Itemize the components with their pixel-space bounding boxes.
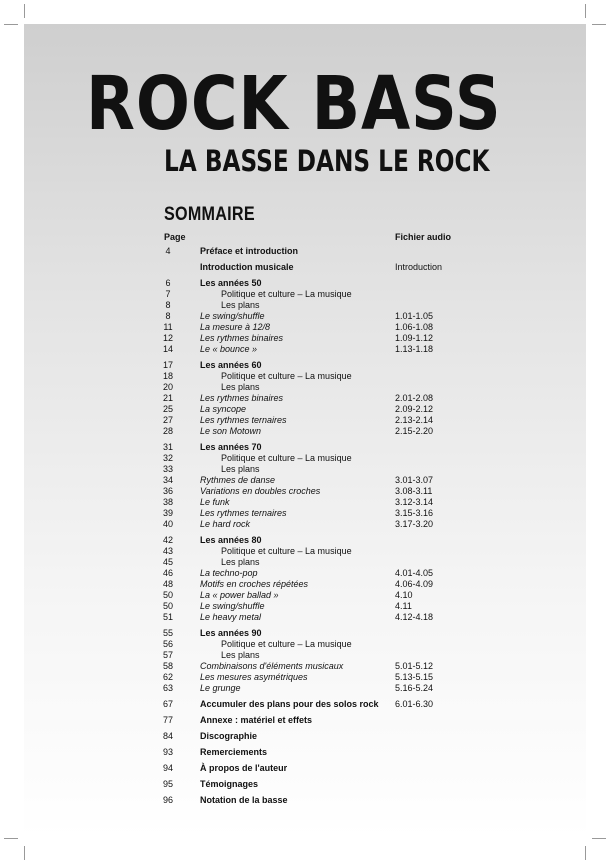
toc-page-number: 7 [165, 289, 171, 299]
toc-row [24, 612, 586, 623]
toc-audio-file: 5.01-5.12 [395, 661, 434, 671]
toc-row [24, 333, 586, 344]
toc-row [24, 426, 586, 437]
toc-row [24, 404, 586, 415]
crop-mark [24, 846, 25, 860]
toc-audio-file: 2.15-2.20 [395, 426, 434, 436]
toc-page-number: 93 [162, 747, 173, 757]
toc-row [24, 300, 586, 311]
toc-entry-title: Le swing/shuffle [200, 601, 265, 611]
toc-entry-title: Le swing/shuffle [200, 311, 265, 321]
toc-page-number: 11 [163, 322, 173, 332]
toc-entry-title: Introduction musicale [200, 262, 294, 272]
toc-row [24, 747, 586, 758]
toc-page-number: 31 [162, 442, 173, 452]
toc-entry-title: La « power ballad » [200, 590, 279, 600]
toc-audio-file: 3.01-3.07 [395, 475, 434, 485]
toc-audio-file: 3.08-3.11 [395, 486, 433, 496]
toc-page-number: 77 [162, 715, 173, 725]
crop-mark [592, 24, 606, 25]
crop-mark [585, 4, 586, 18]
toc-entry-title: La syncope [200, 404, 247, 414]
toc-audio-file: 5.16-5.24 [395, 683, 434, 693]
toc-entry-title: Les années 60 [200, 360, 262, 370]
toc-row [24, 393, 586, 404]
toc-entry-title: Le funk [200, 497, 230, 507]
toc-entry-title: Le « bounce » [200, 344, 258, 354]
toc-row [24, 519, 586, 530]
toc-page-number: 18 [162, 371, 173, 381]
toc-entry-title: Combinaisons d'éléments musicaux [200, 661, 344, 671]
toc-entry-title: Politique et culture – La musique [221, 546, 352, 556]
toc-page-number: 8 [165, 311, 171, 321]
toc-entry-title: La mesure à 12/8 [200, 322, 271, 332]
toc-row [24, 464, 586, 475]
toc-row [24, 661, 586, 672]
toc-entry-title: Accumuler des plans pour des solos rock [200, 699, 379, 709]
crop-mark [585, 846, 586, 860]
toc-entry-title: Discographie [200, 731, 258, 741]
toc-page-number: 94 [162, 763, 173, 773]
toc-page-number: 21 [162, 393, 173, 403]
toc-audio-file: 2.09-2.12 [395, 404, 434, 414]
toc-page-number: 39 [162, 508, 173, 518]
toc-audio-file: 6.01-6.30 [395, 699, 434, 709]
toc-row [24, 795, 586, 806]
toc-page-number: 67 [162, 699, 173, 709]
toc-entry-title: Les années 50 [200, 278, 262, 288]
toc-row [24, 497, 586, 508]
toc-page-number: 40 [162, 519, 173, 529]
toc-audio-file: 1.06-1.08 [395, 322, 434, 332]
toc-row [24, 486, 586, 497]
toc-row [24, 382, 586, 393]
document-page [24, 24, 586, 839]
toc-audio-file: 1.01-1.05 [395, 311, 434, 321]
toc-entry-title: Les rythmes ternaires [200, 415, 287, 425]
toc-audio-file: 3.17-3.20 [395, 519, 434, 529]
toc-entry-title: Remerciements [200, 747, 268, 757]
toc-row [24, 763, 586, 774]
toc-entry-title: Politique et culture – La musique [221, 289, 352, 299]
toc-page-number: 20 [162, 382, 173, 392]
toc-entry-title: Politique et culture – La musique [221, 371, 352, 381]
toc-row [24, 246, 586, 257]
toc-page-number: 42 [162, 535, 173, 545]
crop-mark [4, 24, 18, 25]
toc-audio-file: 5.13-5.15 [395, 672, 434, 682]
toc-entry-title: Motifs en croches répétées [200, 579, 309, 589]
toc-row [24, 442, 586, 453]
toc-entry-title: La techno-pop [200, 568, 258, 578]
toc-entry-title: Les plans [221, 300, 260, 310]
toc-row [24, 731, 586, 742]
toc-page-number: 12 [162, 333, 173, 343]
toc-page-number: 38 [162, 497, 173, 507]
toc-audio-file: 1.09-1.12 [395, 333, 434, 343]
toc-audio-file: 4.06-4.09 [395, 579, 434, 589]
toc-entry-title: Rythmes de danse [200, 475, 276, 485]
toc-row [24, 628, 586, 639]
book-subtitle: LA BASSE DANS LE ROCK [164, 144, 490, 178]
toc-row [24, 415, 586, 426]
toc-row [24, 344, 586, 355]
toc-row [24, 262, 586, 273]
toc-page-number: 25 [162, 404, 173, 414]
toc-page-number: 50 [162, 590, 173, 600]
toc-page-number: 34 [162, 475, 173, 485]
toc-entry-title: Annexe : matériel et effets [200, 715, 313, 725]
toc-entry-title: Le grunge [200, 683, 241, 693]
toc-page-number: 28 [162, 426, 173, 436]
toc-entry-title: Les plans [221, 464, 260, 474]
toc-row [24, 715, 586, 726]
toc-page-number: 45 [162, 557, 173, 567]
toc-page-number: 58 [162, 661, 173, 671]
crop-mark [592, 838, 606, 839]
crop-mark [24, 4, 25, 18]
toc-row [24, 289, 586, 300]
crop-mark [4, 838, 18, 839]
toc-entry-title: Les plans [221, 650, 260, 660]
toc-row [24, 568, 586, 579]
toc-row [24, 546, 586, 557]
toc-audio-file: 4.12-4.18 [395, 612, 434, 622]
toc-entry-title: Les années 70 [200, 442, 262, 452]
toc-entry-title: Notation de la basse [200, 795, 288, 805]
toc-row [24, 650, 586, 661]
toc-audio-file: 2.01-2.08 [395, 393, 434, 403]
toc-page-number: 4 [165, 246, 171, 256]
toc-page-number: 33 [162, 464, 173, 474]
toc-entry-title: À propos de l'auteur [200, 763, 288, 773]
toc-page-number: 51 [162, 612, 173, 622]
book-title: ROCK BASS [86, 61, 502, 147]
toc-row [24, 590, 586, 601]
toc-row [24, 699, 586, 710]
toc-entry-title: Variations en doubles croches [200, 486, 321, 496]
toc-row [24, 311, 586, 322]
toc-page-number: 95 [162, 779, 173, 789]
toc-entry-title: Témoignages [200, 779, 259, 789]
toc-entry-title: Les années 90 [200, 628, 262, 638]
toc-entry-title: Les rythmes ternaires [200, 508, 287, 518]
toc-row [24, 278, 586, 289]
toc-page-number: 14 [162, 344, 173, 354]
toc-page-number: 46 [162, 568, 173, 578]
table-of-contents [24, 24, 586, 839]
toc-page-number: 36 [162, 486, 173, 496]
toc-page-number: 8 [165, 300, 171, 310]
toc-audio-file: 2.13-2.14 [395, 415, 434, 425]
toc-row [24, 557, 586, 568]
toc-row [24, 360, 586, 371]
toc-audio-file: 4.11 [395, 601, 412, 611]
toc-row [24, 639, 586, 650]
toc-entry-title: Les rythmes binaires [200, 333, 284, 343]
toc-page-number: 55 [162, 628, 173, 638]
page-column-header: Page [164, 232, 186, 242]
toc-heading: SOMMAIRE [164, 204, 255, 225]
toc-page-number: 27 [162, 415, 173, 425]
toc-audio-file: Introduction [395, 262, 443, 272]
toc-page-number: 96 [162, 795, 173, 805]
toc-entry-title: Le son Motown [200, 426, 262, 436]
toc-row [24, 672, 586, 683]
toc-audio-file: 4.10 [395, 590, 413, 600]
toc-page-number: 63 [162, 683, 173, 693]
toc-audio-file: 3.12-3.14 [395, 497, 434, 507]
toc-row [24, 508, 586, 519]
toc-row [24, 601, 586, 612]
toc-page-number: 6 [165, 278, 171, 288]
toc-entry-title: Les plans [221, 557, 260, 567]
toc-audio-file: 3.15-3.16 [395, 508, 434, 518]
toc-entry-title: Préface et introduction [200, 246, 299, 256]
toc-page-number: 84 [162, 731, 173, 741]
toc-entry-title: Les plans [221, 382, 260, 392]
toc-page-number: 62 [162, 672, 173, 682]
toc-page-number: 56 [162, 639, 173, 649]
toc-page-number: 43 [162, 546, 173, 556]
toc-page-number: 50 [162, 601, 173, 611]
toc-entry-title: Les rythmes binaires [200, 393, 284, 403]
toc-entry-title: Les mesures asymétriques [200, 672, 308, 682]
toc-row [24, 579, 586, 590]
toc-page-number: 32 [162, 453, 173, 463]
toc-row [24, 322, 586, 333]
toc-entry-title: Politique et culture – La musique [221, 639, 352, 649]
toc-entry-title: Politique et culture – La musique [221, 453, 352, 463]
toc-page-number: 57 [162, 650, 173, 660]
toc-row [24, 475, 586, 486]
toc-audio-file: 1.13-1.18 [395, 344, 434, 354]
toc-entry-title: Les années 80 [200, 535, 262, 545]
toc-audio-file: 4.01-4.05 [395, 568, 434, 578]
toc-row [24, 453, 586, 464]
toc-page-number: 17 [162, 360, 173, 370]
toc-row [24, 683, 586, 694]
toc-row [24, 779, 586, 790]
toc-entry-title: Le hard rock [200, 519, 251, 529]
toc-page-number: 48 [162, 579, 173, 589]
toc-entry-title: Le heavy metal [200, 612, 262, 622]
toc-row [24, 371, 586, 382]
toc-row [24, 535, 586, 546]
audio-column-header: Fichier audio [395, 232, 452, 242]
